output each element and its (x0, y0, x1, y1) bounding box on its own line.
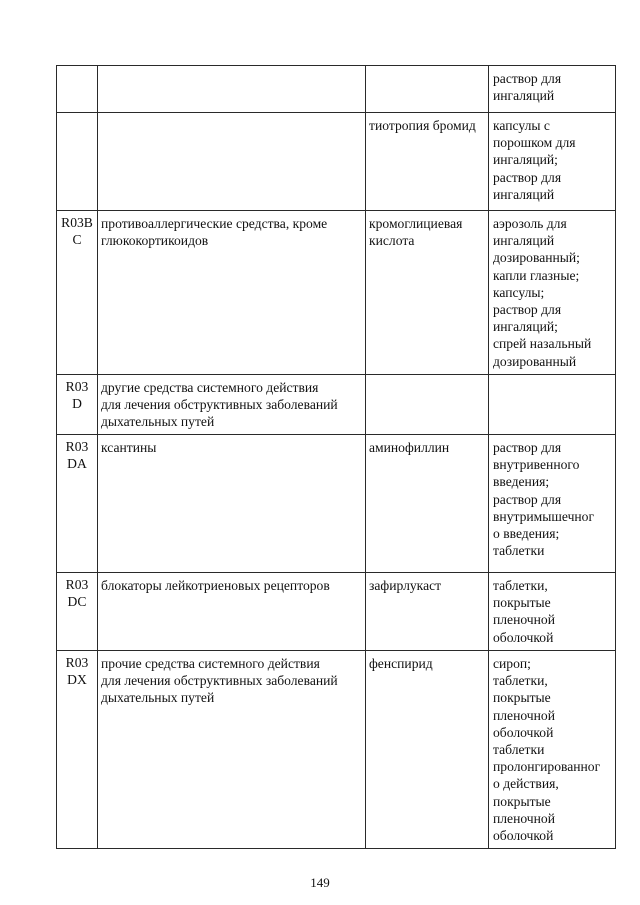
dosage-form-cell: раствор для внутривенного введения; раствор для внутримышечног о введения; таблетки (493, 440, 595, 559)
atc-code-cell (57, 66, 97, 112)
drug-group-cell: прочие средства системного действия для лечения обструктивных заболеваний дыхательных путей (101, 656, 338, 706)
atc-code-cell: R03 D (65, 379, 89, 412)
drug-name-cell: фенспирид (369, 656, 433, 671)
dosage-form-cell: сироп; таблетки, покрытые пленочной оболочкой таблетки пролонгированног о действия, покрытые пленочной оболочкой (493, 656, 601, 844)
dosage-form-cell (489, 375, 615, 434)
drug-group-cell: другие средства системного действия для лечения обструктивных заболеваний дыхательных путей (101, 380, 338, 430)
dosage-form-cell: раствор для ингаляций (493, 71, 562, 104)
drug-name-cell: кромоглициевая кислота (369, 216, 463, 249)
row-rule (56, 848, 616, 849)
drug-name-cell: зафирлукаст (369, 578, 442, 593)
drug-name-cell: аминофиллин (369, 440, 450, 455)
dosage-form-cell: капсулы с порошком для ингаляций; раствор для ингаляций (493, 118, 576, 202)
drug-group-cell (98, 66, 365, 112)
drug-group-cell (98, 113, 365, 210)
drug-name-cell (366, 66, 488, 112)
column-rule (615, 65, 616, 849)
atc-code-cell: R03 DC (65, 577, 89, 610)
atc-code-cell: R03B C (61, 215, 93, 248)
dosage-form-cell: таблетки, покрытые пленочной оболочкой (493, 578, 555, 645)
drug-name-cell: тиотропия бромид (369, 118, 476, 133)
drug-group-cell: противоаллергические средства, кроме глюкокортикоидов (101, 216, 328, 249)
atc-code-cell: R03 DA (65, 439, 89, 472)
dosage-form-cell: аэрозоль для ингаляций дозированный; капли глазные; капсулы; раствор для ингаляций; спрей назальный дозированный (493, 216, 592, 369)
drug-classification-table (56, 65, 616, 849)
drug-name-cell (366, 375, 488, 434)
atc-code-cell: R03 DX (65, 655, 89, 688)
drug-group-cell: ксантины (101, 440, 157, 455)
page-number: 149 (310, 875, 330, 890)
drug-group-cell: блокаторы лейкотриеновых рецепторов (101, 578, 330, 593)
atc-code-cell (57, 113, 97, 210)
